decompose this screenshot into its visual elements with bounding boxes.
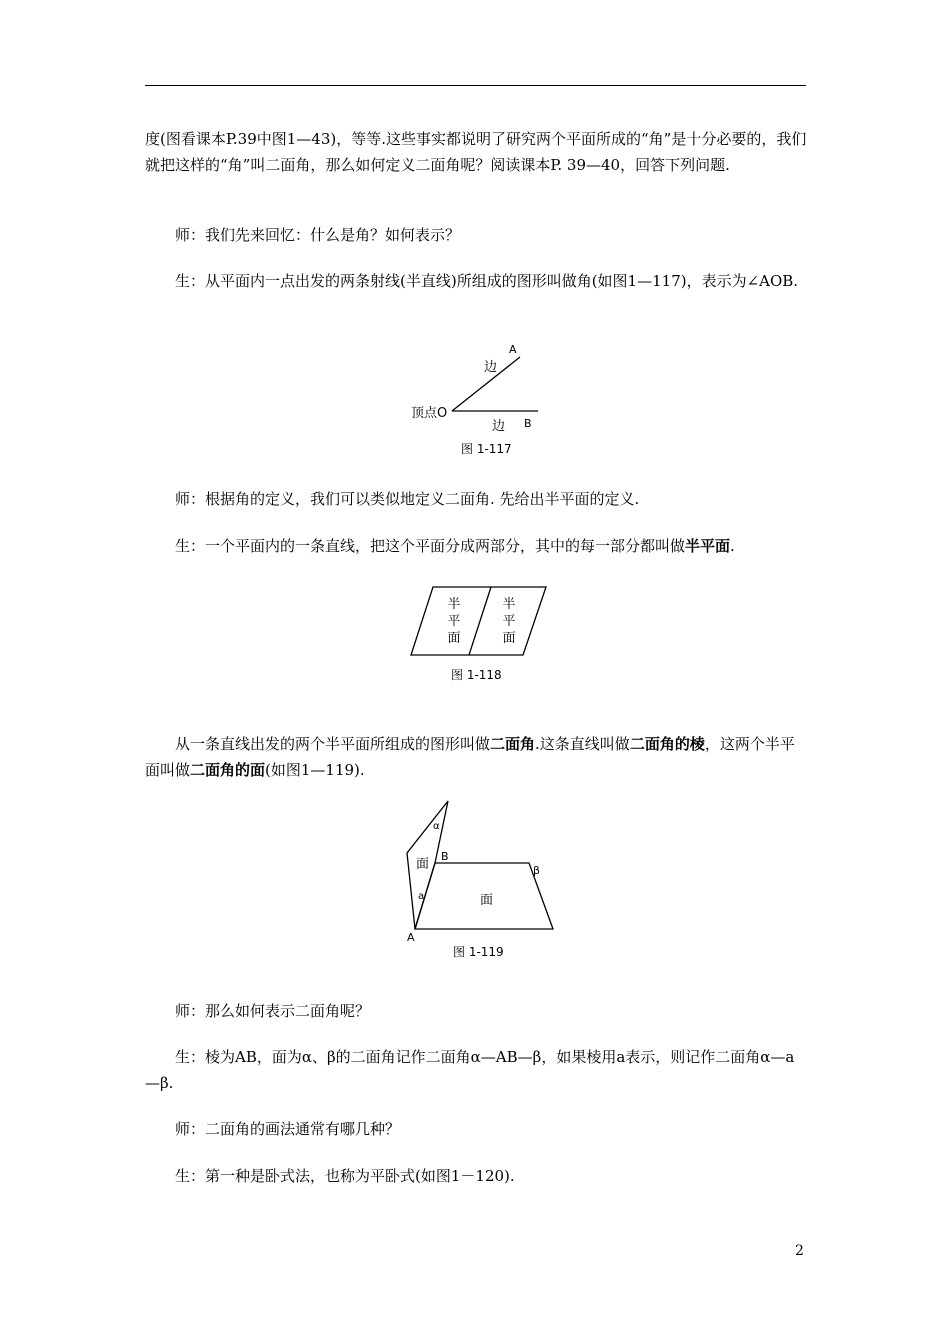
label-face-right: 面 bbox=[480, 893, 494, 908]
paragraph-5: 生：一个平面内的一条直线，把这个平面分成两部分，其中的每一部分都叫做半平面. bbox=[175, 537, 735, 555]
label-beta: β bbox=[533, 864, 541, 877]
label-a: A bbox=[407, 931, 415, 944]
label-vertex: 顶点O bbox=[411, 406, 448, 421]
header-rule bbox=[145, 85, 806, 86]
figure-caption: 图 1-118 bbox=[451, 668, 502, 682]
paragraph-10: 生：第一种是卧式法，也称为平卧式(如图1－120). bbox=[175, 1167, 515, 1185]
label-a: A bbox=[509, 343, 517, 356]
page-number: 2 bbox=[795, 1243, 804, 1259]
label-alpha: α bbox=[433, 821, 440, 832]
paragraph-4: 师：根据角的定义，我们可以类似地定义二面角. 先给出半平面的定义. bbox=[175, 490, 640, 508]
figure-1-119 bbox=[395, 796, 565, 964]
figure-caption: 图 1-117 bbox=[461, 442, 512, 456]
paragraph-9: 师：二面角的画法通常有哪几种？ bbox=[175, 1120, 401, 1138]
paragraph-8: 生：棱为AB，面为α、β的二面角记作二面角α—AB—β，如果棱用a表示，则记作二面角α—a—β. bbox=[145, 1048, 795, 1092]
paragraph-2: 师：我们先来回忆：什么是角？如何表示？ bbox=[175, 226, 461, 244]
figure-caption: 图 1-119 bbox=[453, 945, 504, 959]
paragraph-6: 从一条直线出发的两个半平面所组成的图形叫做二面角.这条直线叫做二面角的棱，这两个半平面叫做二面角的面(如图1—119). bbox=[145, 735, 795, 779]
paragraph-7: 师：那么如何表示二面角呢？ bbox=[175, 1002, 371, 1020]
label-right-half: 半平面 bbox=[502, 597, 516, 646]
label-face-left: 面 bbox=[416, 857, 430, 872]
label-small-a: a bbox=[418, 891, 425, 902]
label-side-top: 边 bbox=[484, 360, 498, 375]
label-left-half: 半平面 bbox=[447, 597, 461, 646]
figure-1-118 bbox=[405, 582, 555, 690]
figure-1-117 bbox=[400, 338, 550, 460]
label-b: B bbox=[524, 417, 532, 430]
paragraph-1: 度(图看课本P.39中图1—43)，等等.这些事实都说明了研究两个平面所成的“角”是十分必要的，我们就把这样的“角”叫二面角，那么如何定义二面角呢？阅读课本P. 39—40，回答下列问题. bbox=[145, 130, 807, 174]
dividing-line bbox=[469, 587, 491, 655]
plane-outline bbox=[411, 587, 546, 655]
paragraph-3: 生：从平面内一点出发的两条射线(半直线)所组成的图形叫做角(如图1—117)，表示为∠AOB. bbox=[175, 272, 799, 290]
label-side-bottom: 边 bbox=[492, 419, 506, 434]
label-b: B bbox=[441, 850, 449, 863]
